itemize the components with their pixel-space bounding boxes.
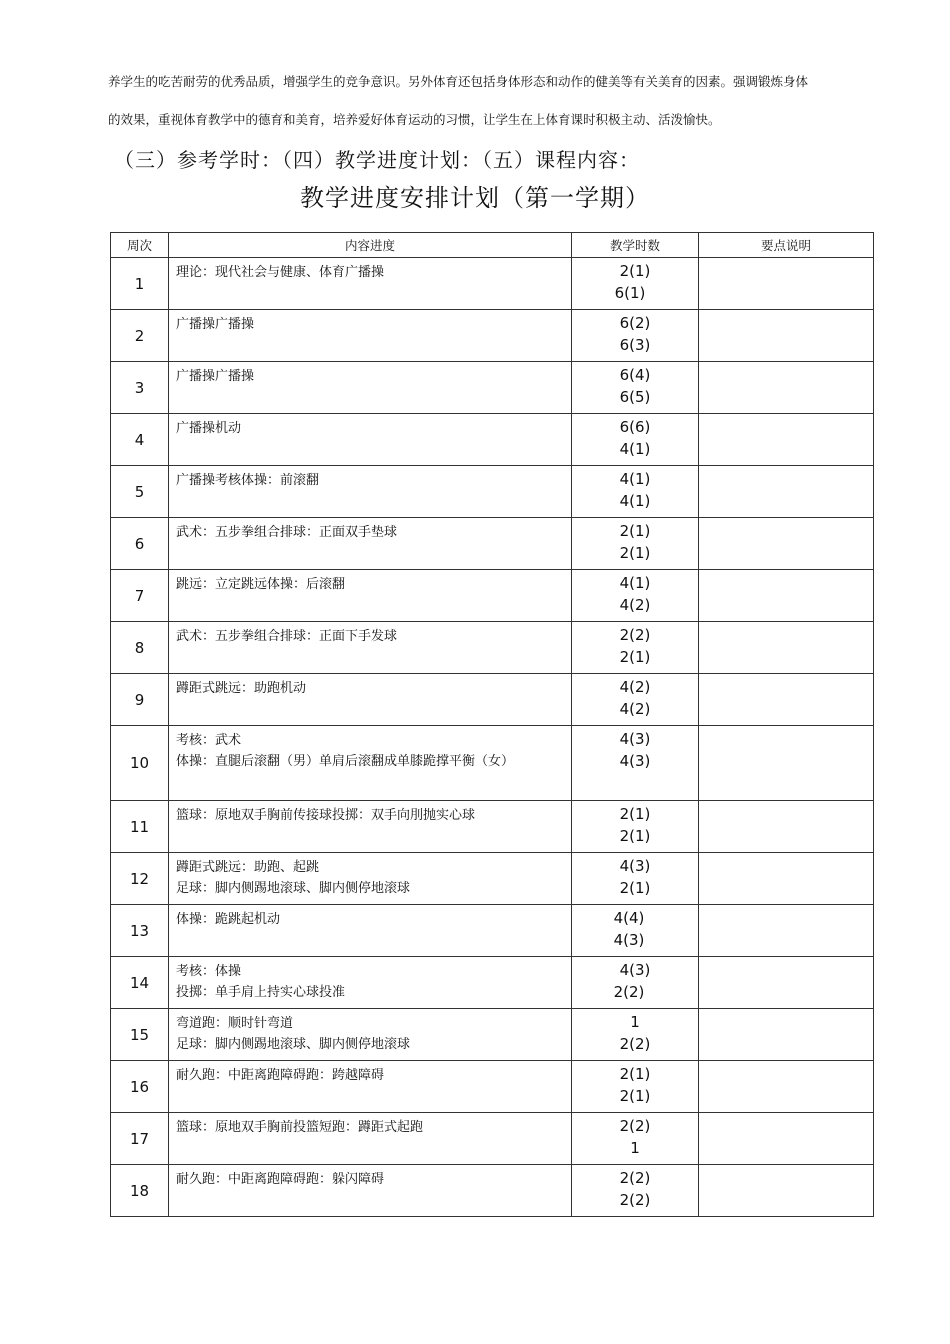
content-cell	[169, 258, 572, 310]
hours-value: 4(2)	[619, 596, 651, 614]
content-cell	[169, 853, 572, 905]
week-cell: 3	[111, 362, 169, 414]
content-line: 足球：脚内侧踢地滚球、脚内侧停地滚球	[176, 881, 411, 896]
hours-value: 4(3)	[613, 931, 645, 949]
notes-cell	[699, 570, 874, 622]
hours-cell	[572, 570, 699, 622]
hours-value: 4(4)	[613, 909, 645, 927]
table-row	[111, 570, 874, 622]
table-row	[111, 466, 874, 518]
content-line: 广播操机动	[176, 421, 242, 436]
hours-cell	[572, 1113, 699, 1165]
hours-value: 6(3)	[619, 336, 651, 354]
content-cell	[169, 674, 572, 726]
hours-cell	[572, 1165, 699, 1217]
hours-cell	[572, 957, 699, 1009]
table-row	[111, 1165, 874, 1217]
week-cell: 2	[111, 310, 169, 362]
hours-cell	[572, 466, 699, 518]
notes-cell	[699, 414, 874, 466]
hours-value: 2(1)	[619, 1087, 651, 1105]
hours-value: 4(3)	[619, 857, 651, 875]
week-cell: 6	[111, 518, 169, 570]
notes-cell	[699, 957, 874, 1009]
content-cell	[169, 310, 572, 362]
table-row	[111, 1113, 874, 1165]
week-cell: 17	[111, 1113, 169, 1165]
content-cell	[169, 905, 572, 957]
table-row	[111, 726, 874, 801]
hours-value: 4(2)	[619, 700, 651, 718]
notes-cell	[699, 362, 874, 414]
notes-cell	[699, 1165, 874, 1217]
hours-cell	[572, 258, 699, 310]
content-line: 耐久跑：中距离跑障碍跑：跨越障碍	[176, 1068, 385, 1083]
table-row	[111, 1061, 874, 1113]
header-content: 内容进度	[169, 233, 572, 258]
content-line: 弯道跑：顺时针弯道	[176, 1016, 294, 1031]
content-cell	[169, 414, 572, 466]
hours-value: 2(2)	[619, 1191, 651, 1209]
hours-value: 2(2)	[619, 1117, 651, 1135]
content-line: 篮球：原地双手胸前传接球投掷：双手向刖抛实心球	[176, 808, 476, 823]
content-line: 广播操广播操	[176, 317, 255, 332]
content-line: 理论：现代社会与健康、体育广播操	[176, 265, 385, 280]
content-line: 考核：体操	[176, 964, 242, 979]
hours-cell	[572, 905, 699, 957]
week-cell: 9	[111, 674, 169, 726]
content-cell	[169, 1009, 572, 1061]
content-line: 蹲距式跳远：助跑、起跳	[176, 860, 320, 875]
week-cell: 15	[111, 1009, 169, 1061]
table-row	[111, 362, 874, 414]
hours-value: 6(5)	[619, 388, 651, 406]
hours-cell	[572, 310, 699, 362]
hours-value: 2(1)	[619, 827, 651, 845]
hours-cell	[572, 414, 699, 466]
hours-cell	[572, 1061, 699, 1113]
content-cell	[169, 518, 572, 570]
week-cell: 7	[111, 570, 169, 622]
content-line: 体操：跪跳起机动	[176, 912, 281, 927]
table-row	[111, 414, 874, 466]
hours-cell	[572, 362, 699, 414]
hours-cell	[572, 853, 699, 905]
hours-cell	[572, 674, 699, 726]
content-line: 考核：武术	[176, 733, 242, 748]
content-cell	[169, 957, 572, 1009]
hours-value: 2(2)	[619, 1169, 651, 1187]
hours-value: 4(1)	[619, 470, 651, 488]
table-row	[111, 1009, 874, 1061]
hours-value: 2(2)	[613, 983, 645, 1001]
hours-cell	[572, 518, 699, 570]
week-cell: 10	[111, 726, 169, 801]
table-row	[111, 674, 874, 726]
section-heading: （三）参考学时：（四）教学进度计划：（五）课程内容：	[114, 148, 640, 172]
hours-value: 1	[630, 1139, 640, 1157]
notes-cell	[699, 310, 874, 362]
intro-line-2: 的效果，重视体育教学中的德育和美育，培养爱好体育运动的习惯，让学生在上体育课时积极主动、活泼愉快。	[108, 112, 721, 127]
table-row	[111, 622, 874, 674]
content-line: 武术：五步拳组合排球：正面双手垫球	[176, 525, 398, 540]
content-cell	[169, 1061, 572, 1113]
content-line: 篮球：原地双手胸前投篮短跑：蹲距式起跑	[176, 1120, 424, 1135]
table-header-row	[111, 233, 874, 258]
plan-title: 教学进度安排计划（第一学期）	[300, 184, 650, 212]
week-cell: 13	[111, 905, 169, 957]
hours-value: 1	[630, 1013, 640, 1031]
notes-cell	[699, 258, 874, 310]
table-row	[111, 905, 874, 957]
notes-cell	[699, 801, 874, 853]
content-cell	[169, 622, 572, 674]
content-line: 广播操广播操	[176, 369, 255, 384]
content-cell	[169, 570, 572, 622]
content-cell	[169, 466, 572, 518]
table-row	[111, 801, 874, 853]
week-cell: 18	[111, 1165, 169, 1217]
hours-value: 4(2)	[619, 678, 651, 696]
notes-cell	[699, 466, 874, 518]
hours-value: 6(1)	[614, 284, 646, 302]
week-cell: 11	[111, 801, 169, 853]
hours-value: 2(1)	[619, 262, 651, 280]
hours-value: 4(3)	[619, 961, 651, 979]
hours-value: 4(3)	[619, 752, 651, 770]
schedule-table	[110, 232, 874, 1217]
hours-cell	[572, 622, 699, 674]
content-cell	[169, 801, 572, 853]
schedule-table-body	[111, 258, 874, 1217]
hours-value: 2(1)	[619, 879, 651, 897]
week-cell: 14	[111, 957, 169, 1009]
table-row	[111, 310, 874, 362]
hours-value: 6(4)	[619, 366, 651, 384]
content-line: 体操：直腿后滚翻（男）单肩后滚翻成单膝跪撑平衡（女）	[176, 754, 515, 769]
hours-value: 4(1)	[619, 440, 651, 458]
notes-cell	[699, 518, 874, 570]
hours-value: 4(1)	[619, 574, 651, 592]
header-hours: 教学时数	[572, 233, 699, 258]
table-row	[111, 853, 874, 905]
hours-cell	[572, 801, 699, 853]
table-row	[111, 258, 874, 310]
notes-cell	[699, 674, 874, 726]
notes-cell	[699, 905, 874, 957]
content-cell	[169, 1165, 572, 1217]
hours-value: 2(1)	[619, 1065, 651, 1083]
intro-paragraph	[108, 72, 888, 130]
hours-value: 2(1)	[619, 648, 651, 666]
intro-line-1: 养学生的吃苦耐劳的优秀品质，增强学生的竞争意识。另外体育还包括身体形态和动作的健美等有关美育的因素。强调锻炼身体	[108, 74, 809, 89]
hours-value: 2(2)	[619, 626, 651, 644]
hours-value: 4(1)	[619, 492, 651, 510]
week-cell: 4	[111, 414, 169, 466]
content-line: 武术：五步拳组合排球：正面下手发球	[176, 629, 398, 644]
week-cell: 5	[111, 466, 169, 518]
hours-value: 2(1)	[619, 522, 651, 540]
hours-cell	[572, 1009, 699, 1061]
content-line: 跳远：立定跳远体操：后滚翻	[176, 577, 346, 592]
week-cell: 16	[111, 1061, 169, 1113]
week-cell: 12	[111, 853, 169, 905]
table-row	[111, 957, 874, 1009]
notes-cell	[699, 1113, 874, 1165]
content-line: 足球：脚内侧踢地滚球、脚内侧停地滚球	[176, 1037, 411, 1052]
hours-value: 6(2)	[619, 314, 651, 332]
content-line: 广播操考核体操：前滚翻	[176, 473, 320, 488]
hours-value: 4(3)	[619, 730, 651, 748]
notes-cell	[699, 853, 874, 905]
week-cell: 1	[111, 258, 169, 310]
content-cell	[169, 1113, 572, 1165]
hours-value: 2(1)	[619, 544, 651, 562]
content-cell	[169, 362, 572, 414]
content-cell	[169, 726, 572, 801]
notes-cell	[699, 726, 874, 801]
week-cell: 8	[111, 622, 169, 674]
notes-cell	[699, 622, 874, 674]
notes-cell	[699, 1009, 874, 1061]
header-notes: 要点说明	[699, 233, 874, 258]
header-week: 周次	[111, 233, 169, 258]
content-line: 蹲距式跳远：助跑机动	[176, 681, 307, 696]
table-row	[111, 518, 874, 570]
hours-value: 2(1)	[619, 805, 651, 823]
hours-value: 2(2)	[619, 1035, 651, 1053]
hours-cell	[572, 726, 699, 801]
hours-value: 6(6)	[619, 418, 651, 436]
notes-cell	[699, 1061, 874, 1113]
content-line: 耐久跑：中距离跑障碍跑：躲闪障碍	[176, 1172, 385, 1187]
content-line: 投掷：单手肩上持实心球投准	[176, 985, 346, 1000]
